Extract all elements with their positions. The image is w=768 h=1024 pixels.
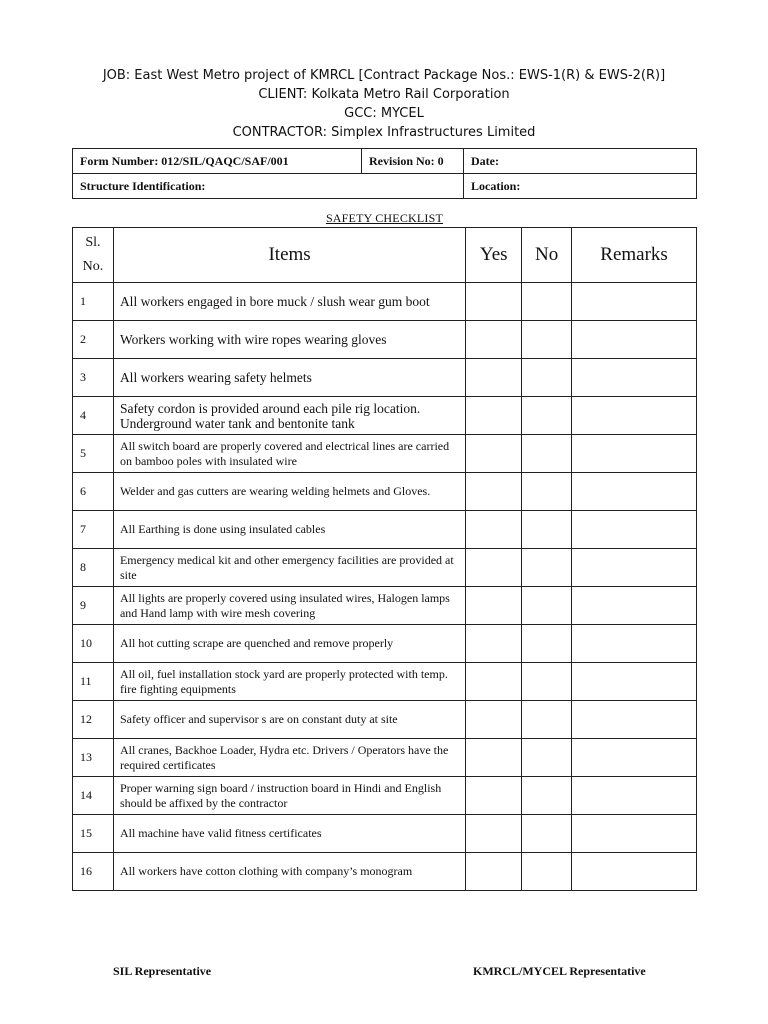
- remarks-cell[interactable]: [572, 815, 697, 853]
- remarks-cell[interactable]: [572, 853, 697, 891]
- row-item: Proper warning sign board / instruction board in Hindi and English should be affixed by the contractor: [113, 777, 465, 815]
- table-header-row: [73, 228, 697, 283]
- checklist-row: [73, 815, 697, 853]
- remarks-cell[interactable]: [572, 663, 697, 701]
- structure-identification-cell[interactable]: Structure Identification:: [73, 174, 464, 199]
- row-number: 9: [73, 587, 114, 625]
- yes-cell[interactable]: [466, 321, 522, 359]
- row-item: Safety officer and supervisor s are on constant duty at site: [113, 701, 465, 739]
- remarks-cell[interactable]: [572, 549, 697, 587]
- no-cell[interactable]: [522, 549, 572, 587]
- remarks-cell[interactable]: [572, 701, 697, 739]
- row-item: All lights are properly covered using insulated wires, Halogen lamps and Hand lamp with wire mesh covering: [113, 587, 465, 625]
- col-header-remarks: Remarks: [572, 228, 697, 283]
- yes-cell[interactable]: [466, 283, 522, 321]
- no-cell[interactable]: [522, 701, 572, 739]
- no-cell[interactable]: [522, 587, 572, 625]
- checklist-row: [73, 701, 697, 739]
- row-item: All switch board are properly covered and electrical lines are carried on bamboo poles with insulated wire: [113, 435, 465, 473]
- no-cell[interactable]: [522, 283, 572, 321]
- row-item: All cranes, Backhoe Loader, Hydra etc. Drivers / Operators have the required certificates: [113, 739, 465, 777]
- row-item: All workers have cotton clothing with company’s monogram: [113, 853, 465, 891]
- sil-representative-signature: SIL Representative: [113, 964, 212, 978]
- checklist-row: [73, 283, 697, 321]
- no-cell[interactable]: [522, 739, 572, 777]
- checklist-row: [73, 473, 697, 511]
- checklist-row: [73, 435, 697, 473]
- row-number: 5: [73, 435, 114, 473]
- row-number: 16: [73, 853, 114, 891]
- yes-cell[interactable]: [466, 549, 522, 587]
- col-header-yes: Yes: [466, 228, 522, 283]
- remarks-cell[interactable]: [572, 359, 697, 397]
- revision-cell: Revision No: 0: [362, 149, 464, 174]
- checklist-row: [73, 739, 697, 777]
- row-item: All oil, fuel installation stock yard are properly protected with temp. fire fighting equipments: [113, 663, 465, 701]
- checklist-row: [73, 625, 697, 663]
- location-cell[interactable]: Location:: [464, 174, 697, 199]
- row-item: All machine have valid fitness certificates: [113, 815, 465, 853]
- row-number: 12: [73, 701, 114, 739]
- row-item: Emergency medical kit and other emergency facilities are provided at site: [113, 549, 465, 587]
- row-item: Workers working with wire ropes wearing gloves: [113, 321, 465, 359]
- row-item: Safety cordon is provided around each pile rig location. Underground water tank and bentonite tank: [113, 397, 465, 435]
- form-info-table: [72, 148, 697, 199]
- no-cell[interactable]: [522, 435, 572, 473]
- remarks-cell[interactable]: [572, 511, 697, 549]
- date-cell[interactable]: Date:: [464, 149, 697, 174]
- remarks-cell[interactable]: [572, 473, 697, 511]
- row-number: 15: [73, 815, 114, 853]
- checklist-row: [73, 663, 697, 701]
- row-number: 11: [73, 663, 114, 701]
- row-item: Welder and gas cutters are wearing welding helmets and Gloves.: [113, 473, 465, 511]
- row-number: 6: [73, 473, 114, 511]
- yes-cell[interactable]: [466, 435, 522, 473]
- yes-cell[interactable]: [466, 587, 522, 625]
- row-number: 14: [73, 777, 114, 815]
- checklist-row: [73, 777, 697, 815]
- contractor-line: CONTRACTOR: Simplex Infrastructures Limited: [232, 125, 536, 140]
- row-item: All workers engaged in bore muck / slush wear gum boot: [113, 283, 465, 321]
- no-cell[interactable]: [522, 853, 572, 891]
- job-line: JOB: East West Metro project of KMRCL [Contract Package Nos.: EWS-1(R) & EWS-2(R)]: [102, 68, 666, 83]
- yes-cell[interactable]: [466, 777, 522, 815]
- yes-cell[interactable]: [466, 815, 522, 853]
- checklist-row: [73, 587, 697, 625]
- yes-cell[interactable]: [466, 625, 522, 663]
- yes-cell[interactable]: [466, 701, 522, 739]
- no-cell[interactable]: [522, 815, 572, 853]
- row-number: 4: [73, 397, 114, 435]
- form-info-row-2: [73, 174, 697, 199]
- col-header-sl-no: Sl. No.: [73, 228, 114, 283]
- yes-cell[interactable]: [466, 739, 522, 777]
- checklist-row: [73, 549, 697, 587]
- col-header-items: Items: [113, 228, 465, 283]
- no-cell[interactable]: [522, 625, 572, 663]
- remarks-cell[interactable]: [572, 283, 697, 321]
- row-number: 3: [73, 359, 114, 397]
- no-cell[interactable]: [522, 511, 572, 549]
- row-number: 2: [73, 321, 114, 359]
- form-number-cell: Form Number: 012/SIL/QAQC/SAF/001: [73, 149, 362, 174]
- no-cell[interactable]: [522, 777, 572, 815]
- row-number: 7: [73, 511, 114, 549]
- document-header: [0, 66, 768, 142]
- row-item: All workers wearing safety helmets: [113, 359, 465, 397]
- yes-cell[interactable]: [466, 359, 522, 397]
- row-number: 8: [73, 549, 114, 587]
- checklist-row: [73, 511, 697, 549]
- col-header-no: No: [522, 228, 572, 283]
- remarks-cell[interactable]: [572, 435, 697, 473]
- yes-cell[interactable]: [466, 663, 522, 701]
- checklist-row: [73, 321, 697, 359]
- no-cell[interactable]: [522, 663, 572, 701]
- gcc-line: GCC: MYCEL: [344, 106, 424, 121]
- checklist-title: SAFETY CHECKLIST: [325, 211, 444, 225]
- remarks-cell[interactable]: [572, 587, 697, 625]
- remarks-cell[interactable]: [572, 321, 697, 359]
- yes-cell[interactable]: [466, 853, 522, 891]
- no-cell[interactable]: [522, 321, 572, 359]
- remarks-cell[interactable]: [572, 397, 697, 435]
- remarks-cell[interactable]: [572, 625, 697, 663]
- checklist-row: [73, 359, 697, 397]
- yes-cell[interactable]: [466, 473, 522, 511]
- yes-cell[interactable]: [466, 511, 522, 549]
- row-item: All hot cutting scrape are quenched and remove properly: [113, 625, 465, 663]
- checklist-row: [73, 397, 697, 435]
- remarks-cell[interactable]: [572, 739, 697, 777]
- row-number: 13: [73, 739, 114, 777]
- no-cell[interactable]: [522, 473, 572, 511]
- row-number: 1: [73, 283, 114, 321]
- row-item: All Earthing is done using insulated cables: [113, 511, 465, 549]
- no-cell[interactable]: [522, 397, 572, 435]
- row-number: 10: [73, 625, 114, 663]
- no-cell[interactable]: [522, 359, 572, 397]
- safety-checklist-table: [72, 227, 697, 891]
- yes-cell[interactable]: [466, 397, 522, 435]
- kmrcl-mycel-representative-signature: KMRCL/MYCEL Representative: [473, 964, 646, 978]
- form-info-row-1: [73, 149, 697, 174]
- remarks-cell[interactable]: [572, 777, 697, 815]
- checklist-row: [73, 853, 697, 891]
- client-line: CLIENT: Kolkata Metro Rail Corporation: [258, 87, 510, 102]
